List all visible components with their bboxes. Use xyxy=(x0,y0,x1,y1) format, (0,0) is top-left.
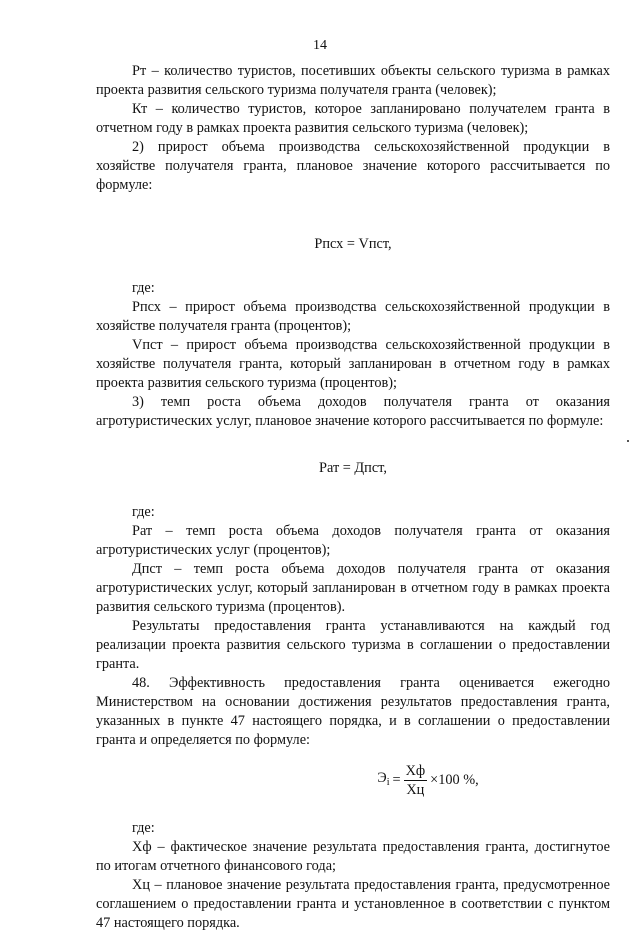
formula-equals: = xyxy=(392,772,401,788)
formula-rpsh: Рпсх = Vпст, xyxy=(314,236,392,252)
item-3-paragraph: 3) темп роста объема доходов получателя гранта от оказания агротуристических услуг, плановое значение которого рассчитывается по формуле: xyxy=(96,394,610,429)
page-number: 14 xyxy=(313,38,327,53)
formula-rhs: ×100 %, xyxy=(430,772,479,788)
document-body xyxy=(96,62,610,933)
definition-dpst: Дпст – темп роста объема доходов получателя гранта от оказания агротуристических услуг, который запланирован в отчетном году в рамках проекта развития сельского туризма (процентов). xyxy=(96,561,610,615)
scan-speck xyxy=(627,440,629,442)
definition-rt: Рт – количество туристов, посетивших объекты сельского туризма в рамках проекта развития сельского туризма получателя гранта (человек); xyxy=(96,63,610,98)
formula-denominator: Хц xyxy=(406,782,425,798)
where-label: где: xyxy=(132,820,155,836)
definition-rat: Рат – темп роста объема доходов получателя гранта от оказания агротуристических услуг (процентов); xyxy=(96,523,610,558)
formula-lhs-subscript: i xyxy=(386,777,390,788)
where-label: где: xyxy=(132,280,155,296)
formula-numerator: Хф xyxy=(405,763,426,779)
item-2-paragraph: 2) прирост объема производства сельскохозяйственной продукции в хозяйстве получателя гранта, плановое значение которого рассчитывается по формуле: xyxy=(96,139,610,193)
definition-vpst: Vпст – прирост объема производства сельскохозяйственной продукции в хозяйстве получателя гранта, который запланирован в отчетном году в рамках проекта развития сельского туризма (процентов); xyxy=(96,337,610,391)
results-paragraph: Результаты предоставления гранта устанавливаются на каждый год реализации проекта развития сельского туризма в соглашении о предоставлении гранта. xyxy=(96,618,610,672)
formula-rat: Рат = Дпст, xyxy=(319,460,387,476)
item-48-paragraph: 48. Эффективность предоставления гранта оценивается ежегодно Министерством на основании достижения результатов предоставления гранта, указанных в пункте 47 настоящего порядка, и в соглашении о предоставлении гранта и определяется по формуле: xyxy=(96,675,610,748)
formula-lhs-symbol: Э xyxy=(377,770,387,786)
definition-hc: Хц – плановое значение результата предоставления гранта, предусмотренное соглашением о предоставлении гранта и установленное в соответствии с пунктом 47 настоящего порядка. xyxy=(96,877,610,931)
formula-fraction xyxy=(404,762,428,799)
formula-lhs xyxy=(227,769,389,792)
where-label: где: xyxy=(132,504,155,520)
definition-kt: Кт – количество туристов, которое запланировано получателем гранта в отчетном году в рамках проекта развития сельского туризма (человек); xyxy=(96,101,610,136)
definition-rpsh: Рпсх – прирост объема производства сельскохозяйственной продукции в хозяйстве получателя гранта (процентов); xyxy=(96,299,610,334)
definition-hf: Хф – фактическое значение результата предоставления гранта, достигнутое по итогам отчетного финансового года; xyxy=(96,839,610,874)
formula-efficiency xyxy=(96,762,610,799)
